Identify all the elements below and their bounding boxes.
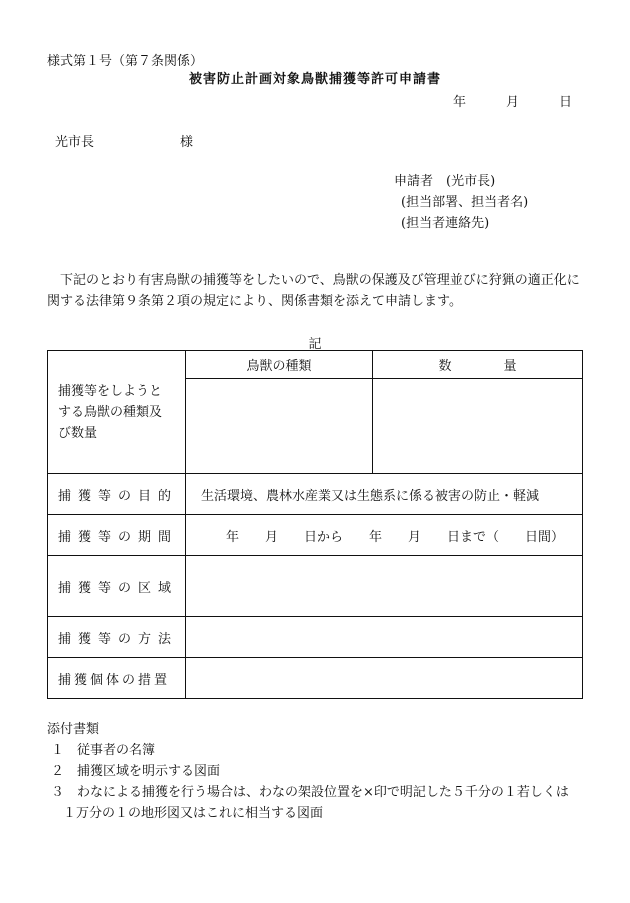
- purpose-value: 生活環境、農林水産業又は生態系に係る被害の防止・軽減: [186, 474, 583, 515]
- quantity-header: 数 量: [373, 351, 583, 379]
- species-header: 鳥獣の種類: [186, 351, 373, 379]
- date-day: 日: [559, 95, 573, 110]
- disposal-label: 捕獲個体の措置: [48, 658, 186, 699]
- method-input-cell[interactable]: [186, 617, 583, 658]
- quantity-input-cell[interactable]: [373, 379, 583, 474]
- addressee-name: 光市長: [55, 135, 95, 150]
- period-value: 年 月 日から 年 月 日まで（ 日間）: [186, 515, 583, 556]
- body-text: 下記のとおり有害鳥獣の捕獲等をしたいので、鳥獣の保護及び管理並びに狩猟の適正化に関する法律第９条第２項の規定により、関係書類を添えて申請します。: [47, 273, 580, 309]
- disposal-input-cell[interactable]: [186, 658, 583, 699]
- species-label: 捕獲等をしようとする鳥獣の種類及び数量: [58, 383, 163, 441]
- applicant-contact: (担当者連絡先): [401, 216, 490, 231]
- purpose-label: 捕獲等の目的: [48, 474, 186, 515]
- method-label: 捕獲等の方法: [48, 617, 186, 658]
- attachments-section: [47, 719, 569, 824]
- area-input-cell[interactable]: [186, 556, 583, 617]
- application-table: [47, 350, 583, 699]
- applicant-label: 申請者 (光市長): [394, 174, 496, 189]
- document-title: 被害防止計画対象鳥獣捕獲等許可申請書: [188, 72, 441, 87]
- attachment-item: ３ わなによる捕獲を行う場合は、わなの架設位置を×印で明記した５千分の１若しくは: [51, 785, 569, 800]
- addressee: [55, 131, 194, 150]
- attachments-heading: 添付書類: [47, 722, 100, 737]
- period-label: 捕獲等の期間: [48, 515, 186, 556]
- attachment-item-continued: １万分の１の地形図又はこれに相当する図面: [63, 806, 324, 821]
- attachment-item: １ 従事者の名簿: [51, 743, 156, 758]
- date-line: [453, 91, 572, 110]
- addressee-honorific: 様: [180, 135, 194, 150]
- attachment-item: ２ 捕獲区域を明示する図面: [51, 764, 221, 779]
- applicant-dept: (担当部署、担当者名): [401, 195, 529, 210]
- species-input-cell[interactable]: [186, 379, 373, 474]
- form-number: 様式第１号（第７条関係）: [47, 54, 204, 69]
- species-label-cell: [48, 351, 186, 474]
- date-year: 年: [453, 95, 467, 110]
- ki-heading: 記: [308, 337, 322, 352]
- applicant-block: [394, 171, 528, 234]
- date-month: 月: [506, 95, 520, 110]
- area-label: 捕獲等の区域: [48, 556, 186, 617]
